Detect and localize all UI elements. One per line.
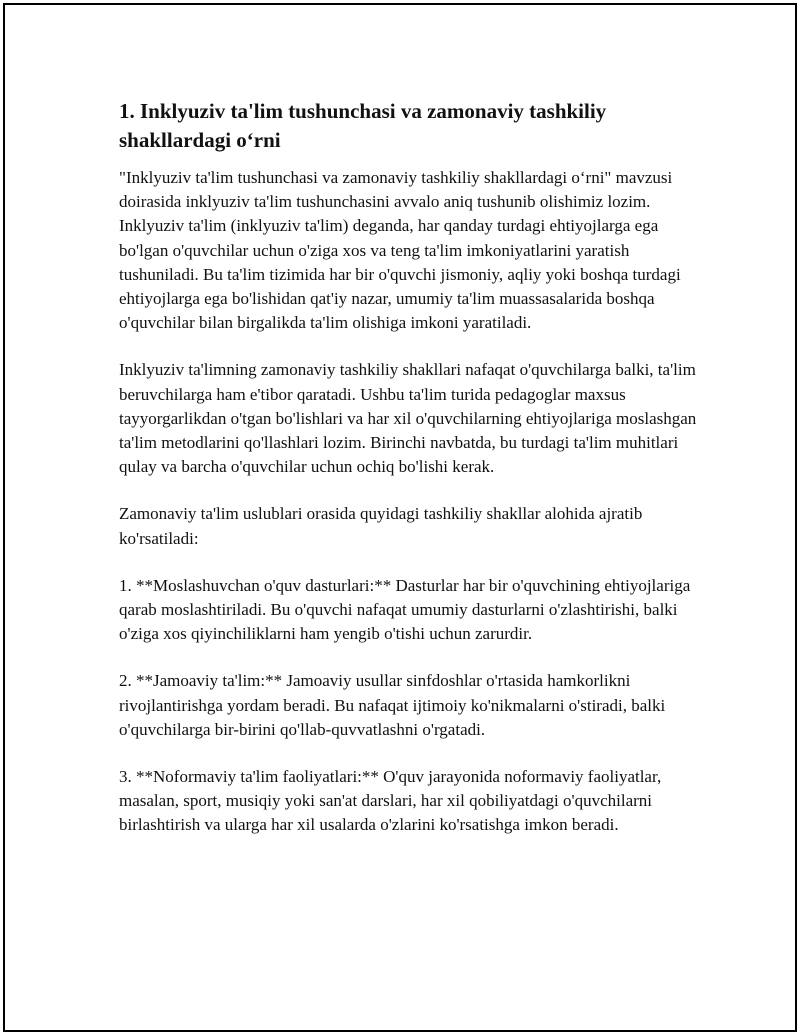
paragraph-introduction: "Inklyuziv ta'lim tushunchasi va zamonaviy tashkiliy shakllardagi o‘rni" mavzusi doirasida inklyuziv ta'lim tushunchasini avvalo aniq tushunib olishimiz lozim. Inklyuziv ta'lim (inklyuziv ta'lim) deganda, har qanday turdagi ehtiyojlarga ega bo'lgan o'quvchilar uchun o'ziga xos va teng ta'lim imkoniyatlarini yaratish tushuniladi. Bu ta'lim tizimida har bir o'quvchi jismoniy, aqliy yoki boshqa turdagi ehtiyojlarga ega bo'lishidan qat'iy nazar, umumiy ta'lim muassasalarida boshqa o'quvchilar bilan birgalikda ta'lim olishiga imkoni yaratiladi. bbox=[119, 168, 681, 333]
document-page bbox=[3, 3, 797, 1032]
paragraph-list-intro: Zamonaviy ta'lim uslublari orasida quyidagi tashkiliy shakllar alohida ajratib ko'rsatiladi: bbox=[119, 504, 643, 548]
document-content bbox=[119, 97, 699, 861]
document-title: 1. Inklyuziv ta'lim tushunchasi va zamonaviy tashkiliy shakllardagi o‘rni bbox=[119, 99, 607, 152]
list-item-collaborative-learning: 2. **Jamoaviy ta'lim:** Jamoaviy usullar sinfdoshlar o'rtasida hamkorlikni rivojlantirishga yordam beradi. Bu nafaqat ijtimoiy ko'nikmalarni o'stiradi, balki o'quvchilarga bir-birini qo'llab-quvvatlashni o'rgatadi. bbox=[119, 671, 666, 739]
paragraph-modern-forms: Inklyuziv ta'limning zamonaviy tashkiliy shakllari nafaqat o'quvchilarga balki, ta'lim beruvchilarga ham e'tibor qaratadi. Ushbu ta'lim turida pedagoglar maxsus tayyorgarlikdan o'tgan bo'lishlari va har xil o'quvchilarning ehtiyojlariga moslashgan ta'lim metodlarini qo'llashlari lozim. Birinchi navbatda, bu turdagi ta'lim muhitlari qulay va barcha o'quvchilar uchun ochiq bo'lishi kerak. bbox=[119, 360, 697, 477]
list-item-nonformal-activities: 3. **Noformaviy ta'lim faoliyatlari:** O'quv jarayonida noformaviy faoliyatlar, masalan, sport, musiqiy yoki san'at darslari, har xil qobiliyatdagi o'quvchilarni birlashtirish va ularga har xil usalarda o'zlarini ko'rsatishga imkon beradi. bbox=[119, 767, 662, 835]
list-item-flexible-curricula: 1. **Moslashuvchan o'quv dasturlari:** Dasturlar har bir o'quvchining ehtiyojlariga qarab moslashtiriladi. Bu o'quvchi nafaqat umumiy dasturlarni o'zlashtirishi, balki o'ziga xos qiyinchiliklarni ham yengib o'tishi uchun zarurdir. bbox=[119, 575, 691, 644]
